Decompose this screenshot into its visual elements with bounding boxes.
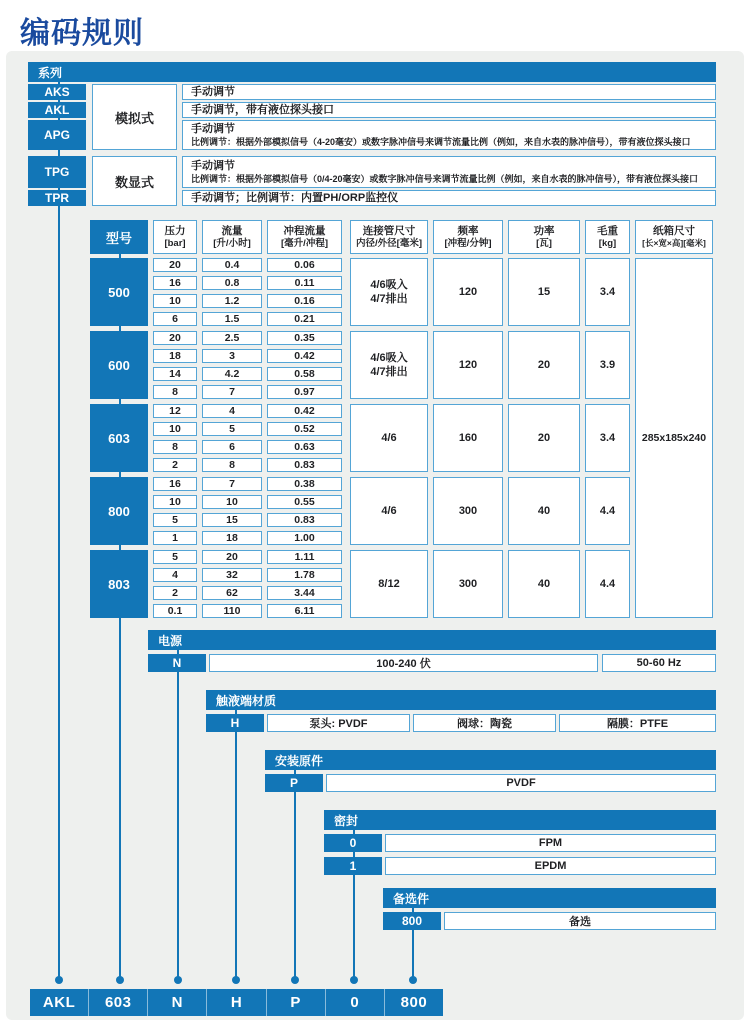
connection-line: 4/6: [381, 431, 397, 444]
spec-value-cell: 0.38: [267, 477, 342, 491]
spec-value-cell: 6.11: [267, 604, 342, 618]
connection-line: 8/12: [378, 577, 400, 590]
code-segment-series: AKL: [42, 994, 76, 1011]
connector-dot: [174, 976, 182, 984]
spec-value-cell: 1.78: [267, 568, 342, 582]
spec-value-cell: 8: [153, 440, 197, 454]
section-material-key: H: [206, 714, 264, 732]
code-bar: [30, 989, 443, 1016]
series-desc-text: 手动调节: [191, 159, 235, 172]
spec-value-cell: 8: [153, 385, 197, 399]
connector-dot: [232, 976, 240, 984]
spec-value-cell: 1.5: [202, 312, 262, 326]
column-unit: [升/小时]: [213, 237, 251, 249]
spec-value-cell: 0.83: [267, 458, 342, 472]
spec-value-cell: 10: [153, 495, 197, 509]
section-power-key: N: [148, 654, 206, 672]
spec-carton-cell: 285x185x240: [635, 258, 713, 618]
spec-value-cell: 6: [202, 440, 262, 454]
spec-value-cell: 2: [153, 458, 197, 472]
connector-dot: [55, 976, 63, 984]
spec-value-cell: 3.44: [267, 586, 342, 600]
column-title: 频率: [457, 224, 479, 237]
spec-value-cell: 0.16: [267, 294, 342, 308]
section-options-value: 备选: [444, 912, 716, 930]
spec-value-cell: 8: [202, 458, 262, 472]
series-desc-text: 手动调节；比例调节：内置PH/ORP监控仪: [191, 191, 399, 204]
series-type-digital: 数显式: [92, 156, 177, 206]
spec-value-cell: 4.2: [202, 367, 262, 381]
spec-value-cell: 4: [202, 404, 262, 418]
spec-frequency-cell: 300: [433, 477, 503, 545]
spec-value-cell: 4: [153, 568, 197, 582]
series-key-akl: AKL: [28, 102, 86, 118]
connector-line: [235, 710, 237, 978]
spec-column-header: [508, 220, 580, 254]
section-install-value: PVDF: [326, 774, 716, 792]
spec-value-cell: 0.52: [267, 422, 342, 436]
spec-column-header: [267, 220, 342, 254]
spec-column-header: [350, 220, 428, 254]
code-segment-install: P: [266, 989, 325, 1016]
spec-power-cell: 20: [508, 404, 580, 472]
connection-line: 4/6吸入: [370, 351, 408, 364]
section-seal-value-epdm: EPDM: [385, 857, 716, 875]
spec-value-cell: 0.1: [153, 604, 197, 618]
section-seal-value-fpm: FPM: [385, 834, 716, 852]
spec-value-cell: 7: [202, 385, 262, 399]
section-seal-key-1: 1: [324, 857, 382, 875]
spec-value-cell: 16: [153, 477, 197, 491]
section-material-valveball: 阀球：陶瓷: [413, 714, 556, 732]
column-title: 压力: [164, 224, 186, 237]
connector-dot: [350, 976, 358, 984]
series-type-analog: 模拟式: [92, 84, 177, 150]
column-unit: [长×宽×高][毫米]: [642, 238, 706, 249]
spec-frequency-cell: 160: [433, 404, 503, 472]
spec-value-cell: 0.4: [202, 258, 262, 272]
spec-value-cell: 5: [202, 422, 262, 436]
series-desc-text: 手动调节: [191, 122, 235, 135]
spec-value-cell: 20: [153, 258, 197, 272]
spec-weight-cell: 3.4: [585, 404, 630, 472]
connector-dot: [409, 976, 417, 984]
series-desc-apg: [182, 120, 716, 150]
section-install-header: 安装原件: [265, 750, 716, 770]
spec-connection-cell: [350, 258, 428, 326]
connector-line: [294, 770, 296, 978]
connector-dot: [116, 976, 124, 984]
spec-weight-cell: 4.4: [585, 550, 630, 618]
column-unit: [冲程/分钟]: [444, 237, 492, 249]
spec-value-cell: 18: [202, 531, 262, 545]
spec-value-cell: 7: [202, 477, 262, 491]
section-material-diaphragm: 隔膜：PTFE: [559, 714, 716, 732]
connector-dot: [291, 976, 299, 984]
connector-line: [58, 82, 60, 978]
spec-value-cell: 1: [153, 531, 197, 545]
spec-value-cell: 15: [202, 513, 262, 527]
spec-column-header: [585, 220, 630, 254]
spec-value-cell: 0.58: [267, 367, 342, 381]
spec-weight-cell: 3.4: [585, 258, 630, 326]
series-key-apg: APG: [28, 120, 86, 150]
column-title: 冲程流量: [283, 224, 326, 237]
connection-line: 4/7排出: [370, 366, 408, 378]
spec-value-cell: 2.5: [202, 331, 262, 345]
series-desc-tpg: [182, 156, 716, 188]
section-material-pumphead: 泵头: PVDF: [267, 714, 410, 732]
section-power-header: 电源: [148, 630, 716, 650]
spec-value-cell: 0.55: [267, 495, 342, 509]
spec-value-cell: 5: [153, 513, 197, 527]
spec-power-cell: 20: [508, 331, 580, 399]
spec-model-cell: 800: [90, 477, 148, 545]
spec-value-cell: 1.11: [267, 550, 342, 564]
spec-model-cell: 500: [90, 258, 148, 326]
spec-value-cell: 110: [202, 604, 262, 618]
series-desc-akl: [182, 102, 716, 118]
spec-value-cell: 0.42: [267, 404, 342, 418]
spec-connection-cell: [350, 404, 428, 472]
series-key-tpg: TPG: [28, 156, 86, 188]
spec-value-cell: 14: [153, 367, 197, 381]
column-unit: 内径/外径[毫米]: [356, 237, 422, 249]
column-unit: [毫升/冲程]: [281, 237, 328, 249]
series-desc-tpr: [182, 190, 716, 206]
spec-connection-cell: [350, 550, 428, 618]
spec-value-cell: 12: [153, 404, 197, 418]
section-power-frequency: 50-60 Hz: [602, 654, 716, 672]
connector-line: [353, 830, 355, 978]
series-desc-aks: [182, 84, 716, 100]
section-material-header: 触液端材质: [206, 690, 716, 710]
series-desc-text: 手动调节，带有液位探头接口: [191, 103, 334, 116]
spec-value-cell: 0.83: [267, 513, 342, 527]
spec-value-cell: 18: [153, 349, 197, 363]
spec-value-cell: 0.21: [267, 312, 342, 326]
spec-value-cell: 0.97: [267, 385, 342, 399]
spec-power-cell: 40: [508, 477, 580, 545]
code-segment-seal: 0: [325, 989, 384, 1016]
section-seal-key-0: 0: [324, 834, 382, 852]
column-unit: [bar]: [164, 237, 186, 249]
spec-value-cell: 6: [153, 312, 197, 326]
spec-connection-cell: [350, 477, 428, 545]
section-options-key: 800: [383, 912, 441, 930]
code-segment-power: N: [147, 989, 206, 1016]
spec-frequency-cell: 120: [433, 258, 503, 326]
series-desc-text: 手动调节: [191, 85, 235, 98]
spec-weight-cell: 4.4: [585, 477, 630, 545]
series-header-bar: 系列: [28, 62, 716, 82]
column-title: 功率: [533, 224, 555, 237]
spec-value-cell: 2: [153, 586, 197, 600]
spec-value-cell: 16: [153, 276, 197, 290]
spec-frequency-cell: 300: [433, 550, 503, 618]
spec-value-cell: 32: [202, 568, 262, 582]
spec-value-cell: 20: [202, 550, 262, 564]
connection-line: 4/6: [381, 504, 397, 517]
code-segment-model: 603: [88, 989, 147, 1016]
spec-column-header: [635, 220, 713, 254]
section-options-header: 备选件: [383, 888, 716, 908]
spec-frequency-cell: 120: [433, 331, 503, 399]
section-power-voltage: 100-240 伏: [209, 654, 598, 672]
section-seal-header: 密封: [324, 810, 716, 830]
spec-value-cell: 0.06: [267, 258, 342, 272]
connection-line: 4/6吸入: [370, 278, 408, 291]
column-title: 流量: [221, 224, 243, 237]
spec-connection-cell: [350, 331, 428, 399]
code-segment-option: 800: [384, 989, 443, 1016]
page-title: 编码规则: [20, 17, 144, 50]
spec-power-cell: 15: [508, 258, 580, 326]
series-key-aks: AKS: [28, 84, 86, 100]
spec-value-cell: 0.8: [202, 276, 262, 290]
spec-value-cell: 1.2: [202, 294, 262, 308]
spec-value-cell: 0.63: [267, 440, 342, 454]
spec-value-cell: 1.00: [267, 531, 342, 545]
connection-line: 4/7排出: [370, 293, 408, 305]
code-segment-material: H: [206, 989, 265, 1016]
spec-value-cell: 0.11: [267, 276, 342, 290]
column-title: 纸箱尺寸: [653, 225, 695, 238]
spec-weight-cell: 3.9: [585, 331, 630, 399]
spec-value-cell: 0.35: [267, 331, 342, 345]
spec-value-cell: 20: [153, 331, 197, 345]
column-unit: [kg]: [598, 237, 617, 249]
series-desc-text-small: 比例调节：根据外部模拟信号（0/4-20毫安）或数字脉冲信号来调节流量比例（例如，来自水表的脉冲信号），带有液位探头接口: [191, 173, 699, 184]
spec-column-header: [433, 220, 503, 254]
series-key-tpr: TPR: [28, 190, 86, 206]
spec-value-cell: 62: [202, 586, 262, 600]
column-title: 连接管尺寸: [362, 224, 416, 237]
connector-line: [177, 650, 179, 978]
column-title: 毛重: [597, 224, 618, 237]
spec-value-cell: 5: [153, 550, 197, 564]
spec-power-cell: 40: [508, 550, 580, 618]
spec-model-cell: 603: [90, 404, 148, 472]
spec-model-cell: 600: [90, 331, 148, 399]
spec-value-cell: 10: [153, 422, 197, 436]
spec-value-cell: 3: [202, 349, 262, 363]
section-install-key: P: [265, 774, 323, 792]
spec-value-cell: 10: [153, 294, 197, 308]
spec-value-cell: 10: [202, 495, 262, 509]
spec-model-cell: 803: [90, 550, 148, 618]
spec-header-model: 型号: [90, 220, 148, 254]
spec-column-header: [153, 220, 197, 254]
column-unit: [瓦]: [536, 237, 552, 249]
series-desc-text-small: 比例调节：根据外部模拟信号（4-20毫安）或数字脉冲信号来调节流量比例（例如，来自水表的脉冲信号），带有液位探头接口: [191, 136, 691, 147]
spec-value-cell: 0.42: [267, 349, 342, 363]
spec-column-header: [202, 220, 262, 254]
